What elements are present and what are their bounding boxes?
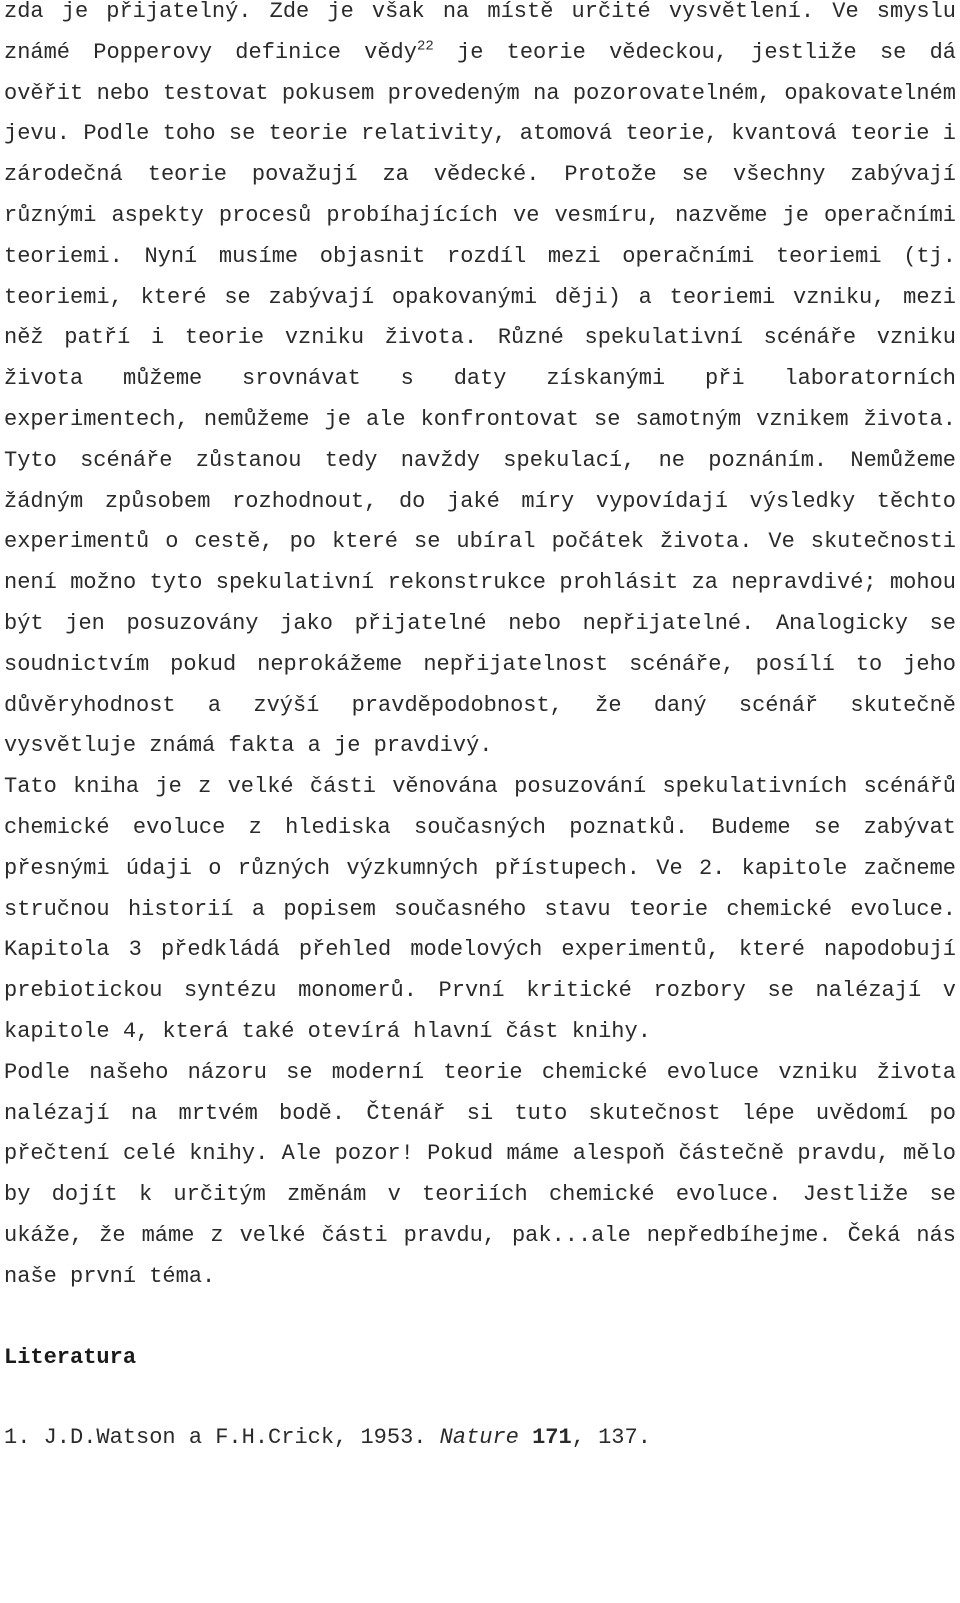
footnote-reference: 22 [416,38,434,55]
reference-authors: 1. J.D.Watson a F.H.Crick, 1953. [4,1425,440,1451]
section-heading: Literatura [4,1344,137,1370]
reference-item [4,1418,956,1459]
reference-pages: , 137. [571,1425,651,1451]
paragraph-3: Podle našeho názoru se moderní teorie chemické evoluce vzniku života nalézají na mrtvém bodě. Čtenář si tuto skutečnost lépe uvědomí po přečtení celé knihy. Ale pozor! Pokud máme alespoň částečně pravdu, mělo by dojít k určitým změnám v teoriích chemické evoluce. Jestliže se ukáže, že máme z velké části pravdu, pak...ale nepředbíhejme. Čeká nás naše první téma. [4,1059,956,1289]
paragraph-1 [4,0,956,767]
paragraph-text: zda je přijatelný. Zde je však na místě určité vysvětlení. Ve smyslu známé Popperovy definice vědy [4,0,956,65]
reference-journal: Nature [439,1425,519,1451]
reference-volume: 171 [532,1425,572,1451]
paragraph-2: Tato kniha je z velké části věnována posuzování spekulativních scénářů chemické evoluce z hlediska současných poznatků. Budeme se zabývat přesnými údaji o různých výzkumných přístupech. Ve 2. kapitole začneme stručnou historií a popisem současného stavu teorie chemické evoluce. Kapitola 3 předkládá přehled modelových experimentů, které napodobují prebiotickou syntézu monomerů. První kritické rozbory se nalézají v kapitole 4, která také otevírá hlavní část knihy. [4,774,956,1044]
reference-spacer [519,1425,532,1450]
paragraph-text: je teorie vědeckou, jestliže se dá ověřit nebo testovat pokusem provedeným na pozorovatelném, opakovatelném jevu. Podle toho se teorie relativity, atomová teorie, kvantová teorie i zárodečná teorie považují za vědecké. Protože se všechny zabývají různými aspekty procesů probíhajících ve vesmíru, nazvěme je operačními teoriemi. Nyní musíme objasnit rozdíl mezi operačními teoriemi (tj. teoriemi, které se zabývají opakovanými ději) a teoriemi vzniku, mezi něž patří i teorie vzniku života. Různé spekulativní scénáře vzniku života můžeme srovnávat s daty získanými při laboratorních experimentech, nemůžeme je ale konfrontovat se samotným vznikem života. Tyto scénáře zůstanou tedy navždy spekulací, ne poznáním. Nemůžeme žádným způsobem rozhodnout, do jaké míry vypovídají výsledky těchto experimentů o cestě, po které se ubíral počátek života. Ve skutečnosti není možno tyto spekulativní rekonstrukce prohlásit za nepravdivé; mohou být jen posuzovány jako přijatelné nebo nepřijatelné. Analogicky se soudnictvím pokud neprokážeme nepřijatelnost scénáře, posílí to jeho důvěryhodnost a zvýší pravděpodobnost, že daný scénář skutečně vysvětluje známá fakta a je pravdivý. [4,39,956,759]
